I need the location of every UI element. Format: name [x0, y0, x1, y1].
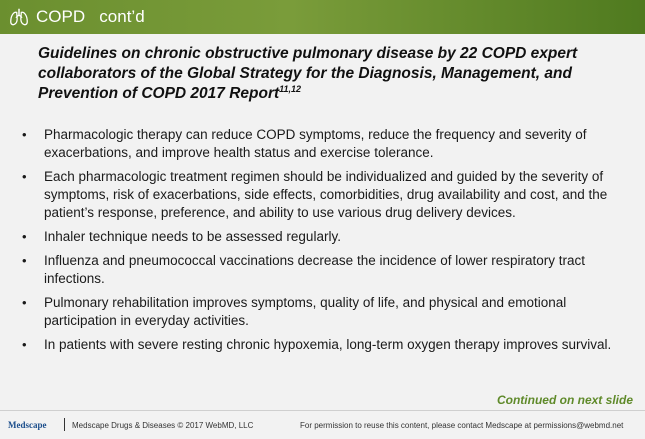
bullet-item [22, 336, 634, 354]
lungs-icon [8, 6, 30, 28]
footer-separator [64, 418, 65, 431]
footer-permission: For permission to reuse this content, please contact Medscape at permissions@webmd.net [300, 421, 624, 430]
bullet-item [22, 294, 634, 330]
subtitle-references: 11,12 [279, 83, 302, 94]
bullet-item [22, 126, 634, 162]
bullet-text: Inhaler technique needs to be assessed regularly. [44, 229, 341, 244]
slide-footer [0, 412, 645, 439]
bullet-item [22, 252, 634, 288]
bullet-symbol: • [22, 229, 27, 244]
continued-label: Continued on next slide [496, 393, 633, 407]
bullet-symbol: • [22, 295, 27, 310]
medscape-logo: Medscape [8, 420, 47, 430]
bullet-text: Pharmacologic therapy can reduce COPD symptoms, reduce the frequency and severity of exacerbations, and improve health status and exercise tolerance. [44, 127, 587, 160]
footer-copyright: Medscape Drugs & Diseases © 2017 WebMD, LLC [72, 421, 254, 430]
bullet-text: Influenza and pneumococcal vaccinations decrease the incidence of lower respiratory tract infections. [44, 253, 586, 286]
slide-title: COPD cont’d [36, 7, 145, 26]
bullet-list [22, 126, 634, 360]
slide-subtitle [38, 44, 628, 104]
bullet-symbol: • [22, 253, 27, 268]
bullet-item [22, 228, 634, 246]
bullet-text: In patients with severe resting chronic hypoxemia, long-term oxygen therapy improves survival. [44, 337, 612, 352]
bullet-symbol: • [22, 337, 27, 352]
bullet-text: Each pharmacologic treatment regimen should be individualized and guided by the severity of symptoms, risk of exacerbations, side effects, comorbidities, drug availability and cost, and the patient’s response, preference, and ability to use various drug delivery devices. [44, 169, 608, 220]
footer-divider [0, 410, 645, 411]
bullet-item [22, 168, 634, 222]
bullet-text: Pulmonary rehabilitation improves symptoms, quality of life, and physical and emotional participation in everyday activities. [44, 295, 567, 328]
slide-header [0, 0, 645, 34]
subtitle-text: Guidelines on chronic obstructive pulmonary disease by 22 COPD expert collaborators of the Global Strategy for the Diagnosis, Management, and Prevention of COPD 2017 Report [38, 45, 578, 102]
bullet-symbol: • [22, 127, 27, 142]
bullet-symbol: • [22, 169, 27, 184]
